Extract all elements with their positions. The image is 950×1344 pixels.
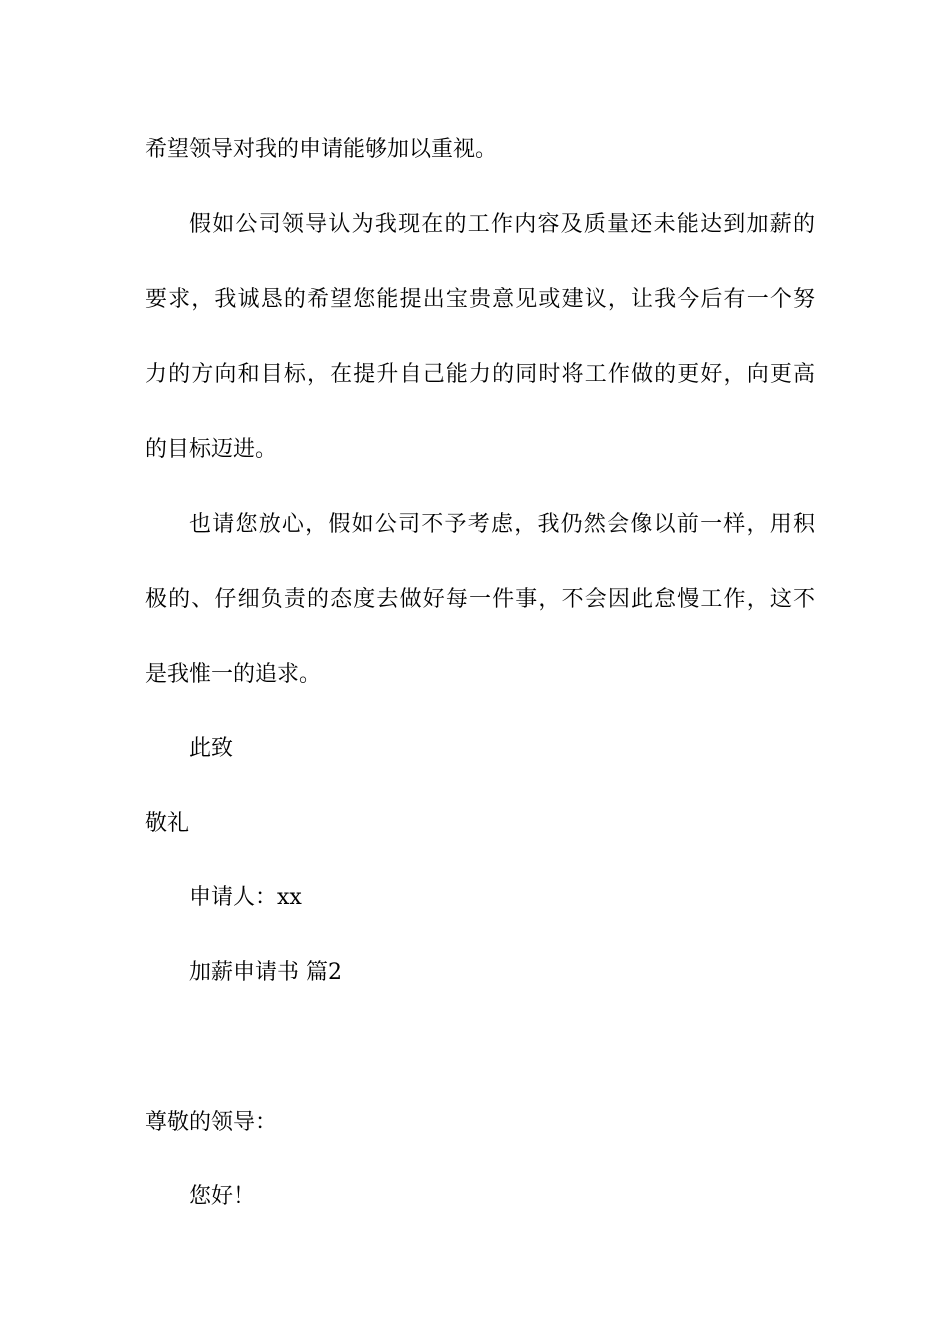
signature-applicant: 申请人：xx <box>189 885 302 910</box>
text-line: 力的方向和目标，在提升自己能力的同时将工作做的更好，向更高 <box>145 362 815 387</box>
greeting-hello: 您好！ <box>189 1184 256 1209</box>
closing-salutation: 此致 <box>189 736 234 761</box>
text-line: 要求，我诚恳的希望您能提出宝贵意见或建议，让我今后有一个努 <box>145 287 815 312</box>
section-heading: 加薪申请书 篇2 <box>189 960 342 985</box>
paragraph-first-line: 假如公司领导认为我现在的工作内容及质量还未能达到加薪的 <box>189 212 815 237</box>
text-line: 是我惟一的追求。 <box>145 662 322 687</box>
paragraph-first-line: 也请您放心，假如公司不予考虑，我仍然会像以前一样，用积 <box>189 512 815 537</box>
greeting-addressee: 尊敬的领导： <box>145 1110 278 1135</box>
text-line: 希望领导对我的申请能够加以重视。 <box>145 137 498 162</box>
text-line: 的目标迈进。 <box>145 437 278 462</box>
closing-regards: 敬礼 <box>145 811 190 836</box>
text-line: 极的、仔细负责的态度去做好每一件事，不会因此怠慢工作，这不 <box>145 587 815 612</box>
